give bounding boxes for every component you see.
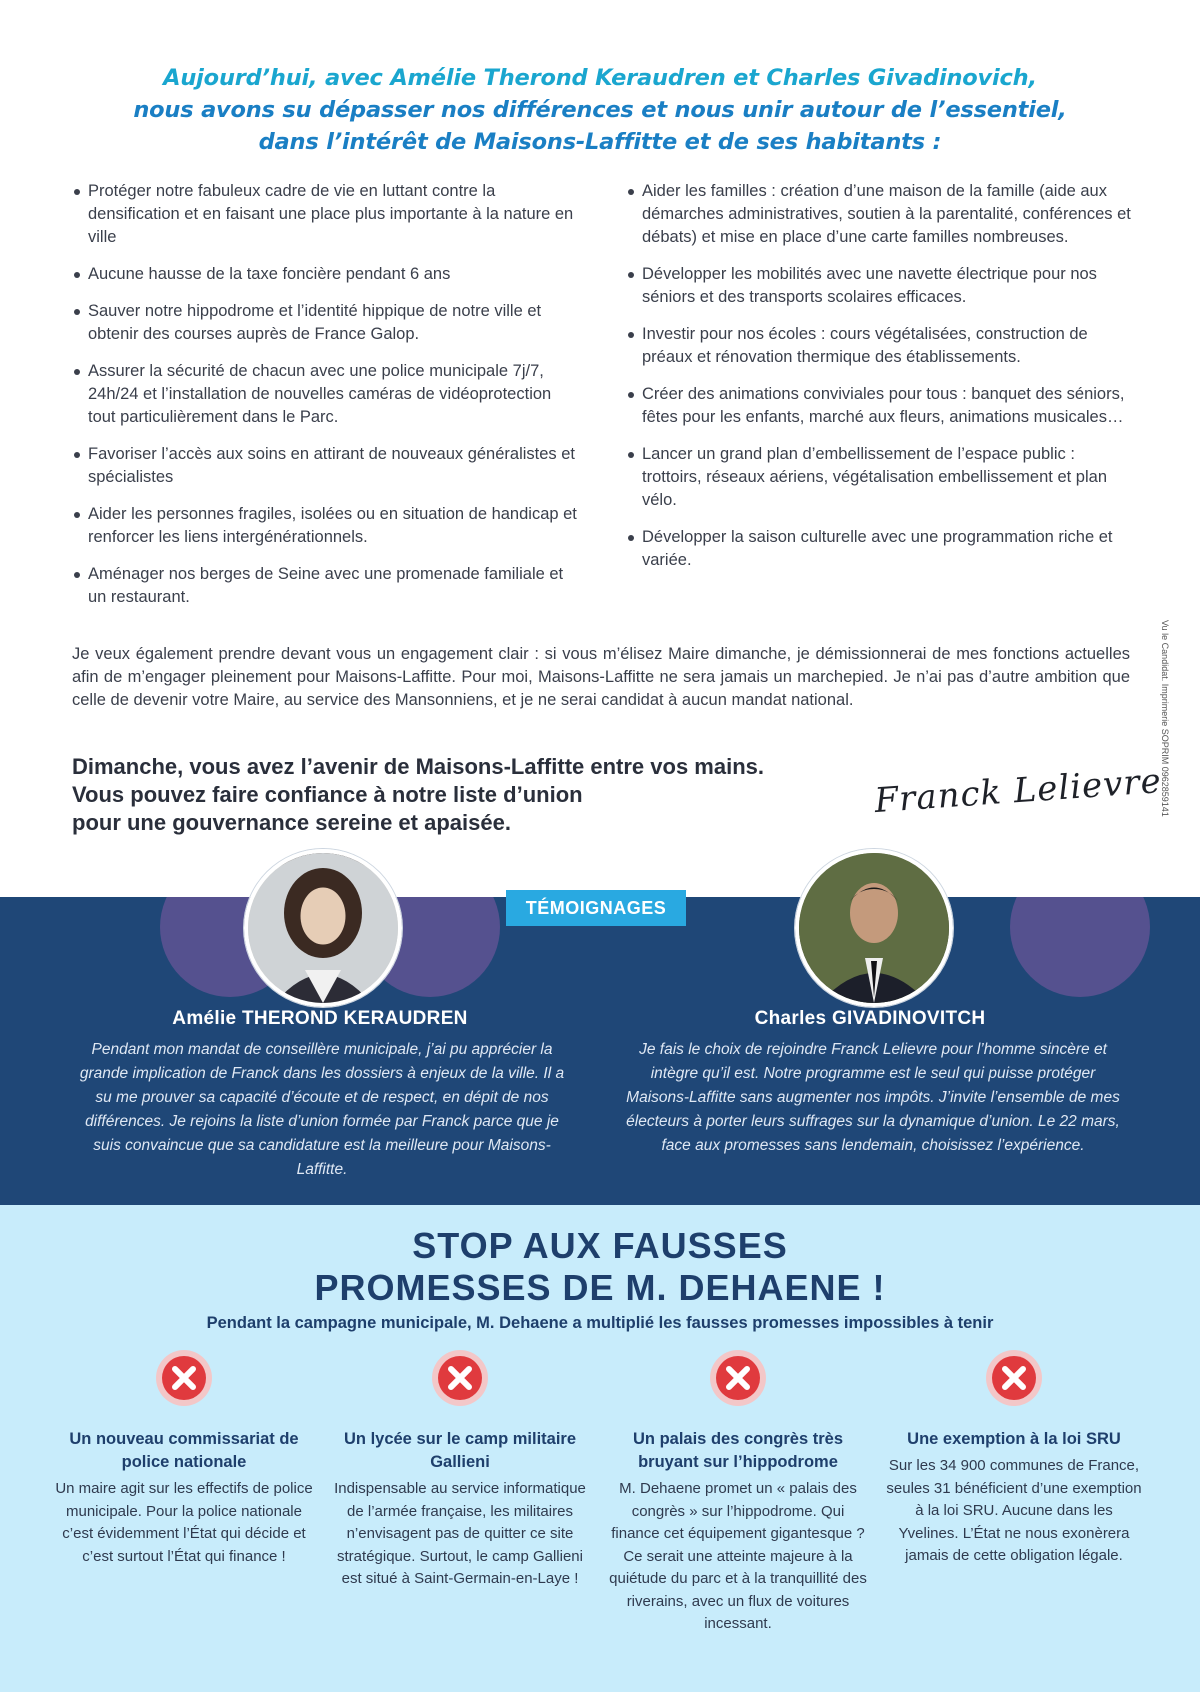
program-item: Aider les personnes fragiles, isolées ou en situation de handicap et renforcer les liens intergénérationnels. [72,503,582,549]
stop-subtitle: Pendant la campagne municipale, M. Dehaene a multiplié les fausses promesses impossibles à tenir [206,1314,994,1332]
false-promise-card [884,1348,1144,1568]
promise-text: M. Dehaene promet un « palais des congrès » sur l’hippodrome. Qui finance cet équipement gigantesque ? Ce serait une atteinte majeure à la quiétude du parc et à la tranquillité des riverains, avec un flux de voitures incessant. [609,1480,867,1632]
intro-heading [60,62,1140,158]
engagement-paragraph: Je veux également prendre devant vous un engagement clair : si vous m’élisez Maire dimanche, je démissionnerai de mes fonctions actuelles afin de m’engager pleinement pour Maisons-Laffitte. Pour moi, Maisons-Laffitte ne sera jamais un marchepied. Je n’ai pas d’autre ambition que celle de devenir votre Maire, au service des Mansonniens, et je ne serai candidat à aucun mandat national. [72,645,1130,709]
testimonial-text: Je fais le choix de rejoindre Franck Lelievre pour l’homme sincère et intègre qu’il est. Notre programme est le seul qui puisse protéger Maisons-Laffitte sans augmenter nos impôts. J’invite l’ensemble de mes électeurs à porter leurs suffrages sur la dynamique d’union. Le 22 mars, face aux promesses sans lendemain, choisissez l’expérience. [626,1041,1120,1154]
stop-title-line-2: PROMESSES DE M. DEHAENE ! [314,1267,886,1308]
intro-line-1: Aujourd’hui, avec Amélie Therond Keraudren et Charles Givadinovich, [163,65,1037,91]
close-icon [984,1348,1044,1408]
closing-line-2: Vous pouvez faire confiance à notre liste d’union [72,782,583,807]
program-item: Créer des animations conviviales pour tous : banquet des séniors, fêtes pour les enfants, marché aux fleurs, animations musicales… [626,383,1132,429]
closing-line-1: Dimanche, vous avez l’avenir de Maisons-Laffitte entre vos mains. [72,754,765,779]
false-promise-card [54,1348,314,1568]
testimonial-text: Pendant mon mandat de conseillère municipale, j’ai pu apprécier la grande implication de Franck dans les dossiers à enjeux de la ville. Il a su me prouver sa capacité d’écoute et de respect, en dépit de nos différences. Je rejoins la liste d’union formée par Franck parce que je suis convaincue que sa candidature est la meilleure pour Maisons-Laffitte. [79,1041,565,1178]
promise-title: Un lycée sur le camp militaire Gallieni [343,1430,577,1471]
program-item: Aucune hausse de la taxe foncière pendant 6 ans [72,263,582,286]
promise-title: Un nouveau commissariat de police nationale [69,1430,299,1471]
promise-title: Une exemption à la loi SRU [907,1430,1121,1448]
program-item: Investir pour nos écoles : cours végétalisées, construction de préaux et rénovation thermique des établissements. [626,323,1132,369]
program-item: Développer les mobilités avec une navette électrique pour nos séniors et des transports scolaires efficaces. [626,263,1132,309]
program-item: Assurer la sécurité de chacun avec une police municipale 7j/7, 24h/24 et l’installation de nouvelles caméras de vidéoprotection tout particulièrement dans le Parc. [72,360,582,429]
close-icon [708,1348,768,1408]
avatar-charles [795,849,953,1007]
closing-statement [72,753,832,837]
promise-text: Un maire agit sur les effectifs de police municipale. Pour la police nationale c’est évidemment l’État qui décide et c’est surtout l’État qui finance ! [55,1480,313,1565]
program-item: Favoriser l’accès aux soins en attirant de nouveaux généralistes et spécialistes [72,443,582,489]
stop-title [0,1225,1200,1309]
program-item: Aménager nos berges de Seine avec une promenade familiale et un restaurant. [72,563,582,609]
program-item: Protéger notre fabuleux cadre de vie en luttant contre la densification et en faisant une place plus importante à la nature en ville [72,180,582,249]
program-item: Aider les familles : création d’une maison de la famille (aide aux démarches administratives, soutien à la parentalité, conférences et débats) et mise en place d’une carte familles nombreuses. [626,180,1132,249]
false-promise-card [330,1348,590,1591]
signature: Franck Lelievre [873,761,1163,822]
testimonial-name: Amélie THEROND KERAUDREN [172,1008,468,1029]
closing-line-3: pour une gouvernance sereine et apaisée. [72,810,511,835]
close-icon [154,1348,214,1408]
printer-credit: Vu le Candidat. Imprimerie SOPRIM 0962859141 [1160,620,1170,817]
program-item: Développer la saison culturelle avec une programmation riche et variée. [626,526,1132,572]
promise-text: Sur les 34 900 communes de France, seules 31 bénéficient d’une exemption à la loi SRU. Aucune dans les Yvelines. L’État ne nous exonèrera jamais de cette obligation légale. [886,1457,1142,1564]
testimonials-badge: TÉMOIGNAGES [506,890,686,926]
close-icon [430,1348,490,1408]
quote-mark-decoration [1010,897,1150,997]
program-right-column [626,180,1132,586]
program-item: Lancer un grand plan d’embellissement de l’espace public : trottoirs, réseaux aériens, végétalisation embellissement et plan vélo. [626,443,1132,512]
avatar-amelie [244,849,402,1007]
program-item: Sauver notre hippodrome et l’identité hippique de notre ville et obtenir des courses auprès de France Galop. [72,300,582,346]
testimonial-name: Charles GIVADINOVITCH [754,1008,986,1029]
stop-title-line-1: STOP AUX FAUSSES [412,1225,788,1266]
false-promise-card [608,1348,868,1636]
promise-text: Indispensable au service informatique de l’armée française, les militaires n’envisagent pas de quitter ce site stratégique. Surtout, le camp Gallieni est situé à Saint-Germain-en-Laye ! [334,1480,586,1587]
program-left-column [72,180,582,623]
intro-line-3: dans l’intérêt de Maisons-Laffitte et de ses habitants : [258,129,942,155]
promise-title: Un palais des congrès très bruyant sur l’hippodrome [633,1430,843,1471]
intro-line-2: nous avons su dépasser nos différences et nous unir autour de l’essentiel, [133,97,1067,123]
